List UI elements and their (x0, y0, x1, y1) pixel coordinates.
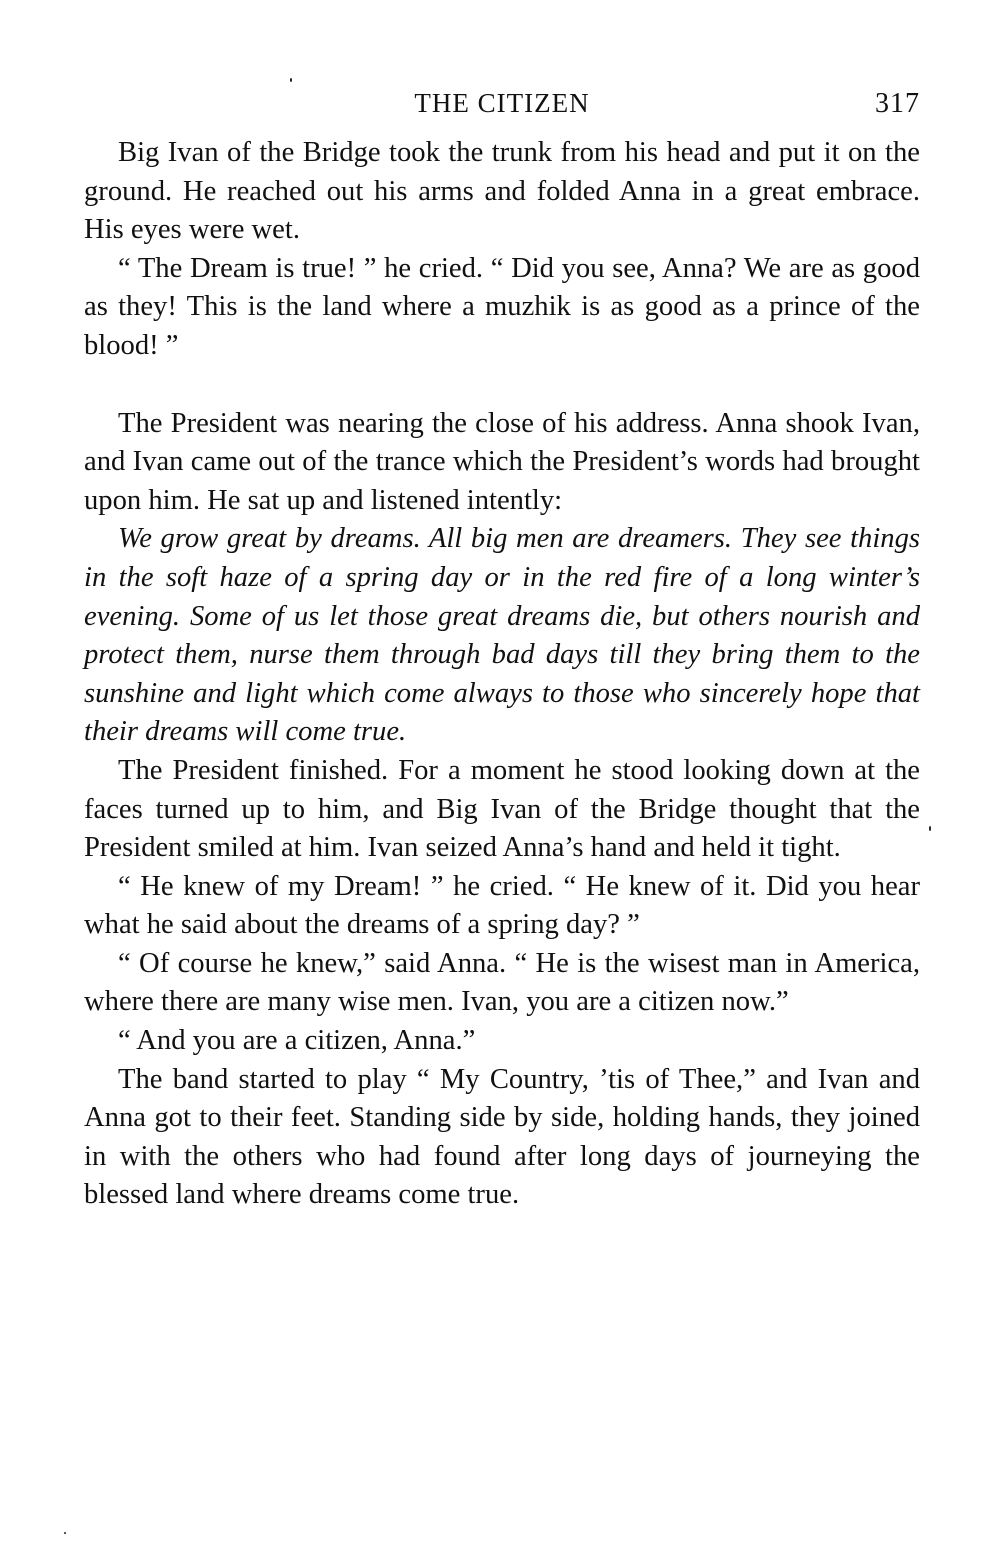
paragraph: “ And you are a citizen, Anna.” (118, 1025, 476, 1057)
paragraph: The band started to play “ My Country, ’tis of Thee,” and Ivan and Anna got to their feet. Standing side by side, holding hands, they joined in with the others who had found after long days of journeying the blessed land where dreams come true. (84, 1063, 920, 1211)
body-text (84, 134, 920, 1215)
scan-speck (929, 826, 931, 831)
paragraph: The President finished. For a moment he stood looking down at the faces turned up to him, and Big Ivan of the Bridge thought that the President smiled at him. Ivan seized Anna’s hand and held it tight. (84, 754, 920, 864)
paragraph: “ He knew of my Dream! ” he cried. “ He knew of it. Did you hear what he said about the dreams of a spring day? ” (84, 870, 920, 941)
page-number: 317 (875, 88, 920, 119)
paragraph: “ The Dream is true! ” he cried. “ Did you see, Anna? We are as good as they! This is the land where a muzhik is as good as a prince of the blood! ” (84, 252, 920, 361)
paragraph: Big Ivan of the Bridge took the trunk from his head and put it on the ground. He reached out his arms and folded Anna in a great embrace. His eyes were wet. (84, 137, 920, 246)
paragraph: “ Of course he knew,” said Anna. “ He is the wisest man in America, where there are many wise men. Ivan, you are a citizen now.” (84, 947, 920, 1018)
italic-quotation: We grow great by dreams. All big men are dreamers. They see things in the soft haze of a spring day or in the red fire of a long winter’s evening. Some of us let those great dreams die, but others nourish and protect them, nurse them through bad days till they bring them to the sunshine and light which come always to those who sincerely hope that their dreams will come true. (84, 523, 920, 748)
running-head (84, 86, 920, 126)
section-break (84, 366, 920, 405)
book-page (84, 86, 920, 1215)
scan-speck (290, 78, 292, 82)
paragraph: The President was nearing the close of his address. Anna shook Ivan, and Ivan came out of the trance which the President’s words had brought upon him. He sat up and listened intently: (84, 407, 920, 516)
running-title: THE CITIZEN (414, 88, 590, 118)
scan-speck (64, 1532, 66, 1534)
